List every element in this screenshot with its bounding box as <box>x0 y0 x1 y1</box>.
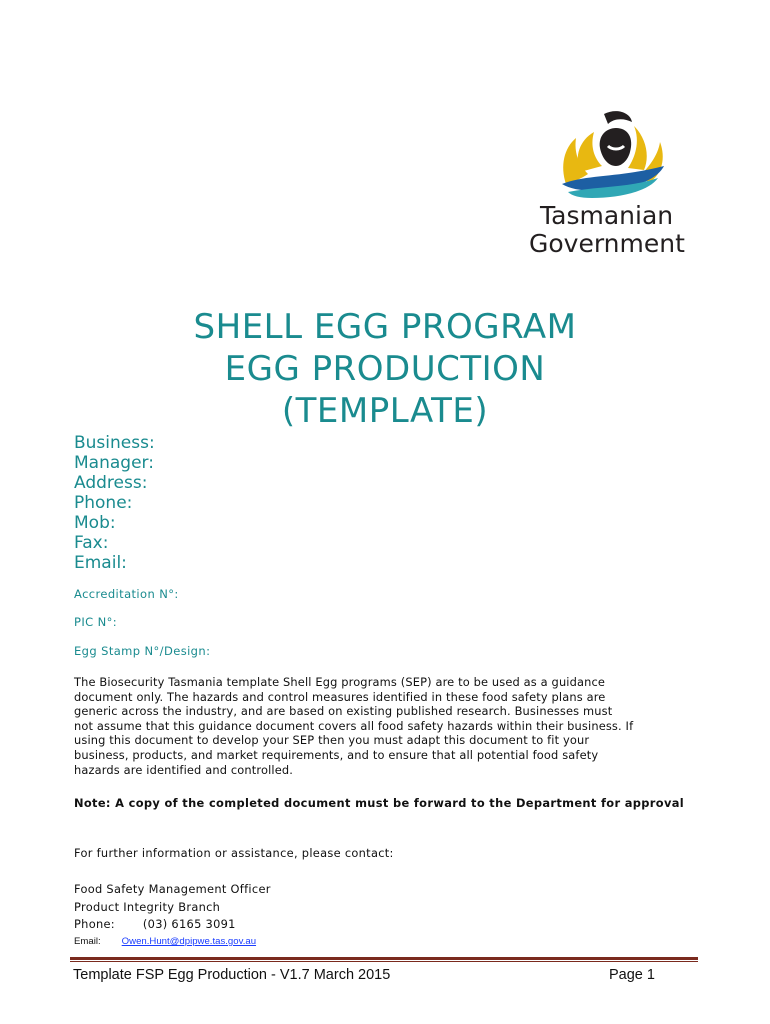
egg-stamp-label: Egg Stamp N°/Design: <box>74 644 211 658</box>
intro-line: business, products, and market requirements, and to ensure that all potential food safety <box>74 747 599 762</box>
footer-document-version: Template FSP Egg Production - V1.7 March 2015 <box>73 967 391 983</box>
logo-text-government: Government <box>529 229 685 258</box>
field-mob-label: Mob: <box>74 513 116 533</box>
contact-email-row <box>74 936 256 947</box>
field-phone-label: Phone: <box>74 493 133 513</box>
title-line-3: (TEMPLATE) <box>281 391 489 431</box>
contact-role: Food Safety Management Officer <box>74 882 271 896</box>
contact-branch: Product Integrity Branch <box>74 899 221 914</box>
contact-email-link[interactable]: Owen.Hunt@dpipwe.tas.gov.au <box>121 936 257 947</box>
thylacine-emblem-icon <box>558 108 668 200</box>
tasmanian-government-logo <box>528 108 698 258</box>
document-title <box>0 306 770 432</box>
contact-phone-value: (03) 6165 3091 <box>142 917 236 931</box>
pic-number-label: PIC N°: <box>74 615 118 629</box>
field-address-label: Address: <box>74 473 148 493</box>
business-details-fields <box>74 433 155 573</box>
contact-intro: For further information or assistance, please contact: <box>74 846 394 860</box>
title-line-2: EGG PRODUCTION <box>224 349 546 389</box>
footer-page-number: Page 1 <box>609 967 655 983</box>
contact-block <box>74 881 271 934</box>
field-business-label: Business: <box>74 433 155 453</box>
field-email-label: Email: <box>74 553 127 573</box>
intro-line: not assume that this guidance document covers all food safety hazards within their business. If <box>74 718 634 733</box>
intro-line: document only. The hazards and control measures identified in these food safety plans are <box>74 689 606 704</box>
field-fax-label: Fax: <box>74 533 109 553</box>
accreditation-number-label: Accreditation N°: <box>74 587 179 601</box>
intro-line: The Biosecurity Tasmania template Shell Egg programs (SEP) are to be used as a guidance <box>74 675 606 689</box>
field-manager-label: Manager: <box>74 453 154 473</box>
footer-divider-thin <box>70 961 698 962</box>
intro-paragraph <box>74 675 704 777</box>
intro-line: using this document to develop your SEP then you must adapt this document to fit your <box>74 733 590 748</box>
footer-divider <box>70 957 698 960</box>
intro-line: hazards are identified and controlled. <box>74 762 294 777</box>
title-line-1: SHELL EGG PROGRAM <box>193 307 577 347</box>
contact-email-label: Email: <box>74 936 101 947</box>
contact-phone-label: Phone: <box>74 917 115 931</box>
approval-note: Note: A copy of the completed document must be forward to the Department for approval <box>74 796 685 810</box>
contact-phone-row <box>74 916 271 934</box>
logo-text-tasmanian: Tasmanian <box>540 201 674 230</box>
intro-line: generic across the industry, and are based on existing published research. Businesses must <box>74 704 613 719</box>
